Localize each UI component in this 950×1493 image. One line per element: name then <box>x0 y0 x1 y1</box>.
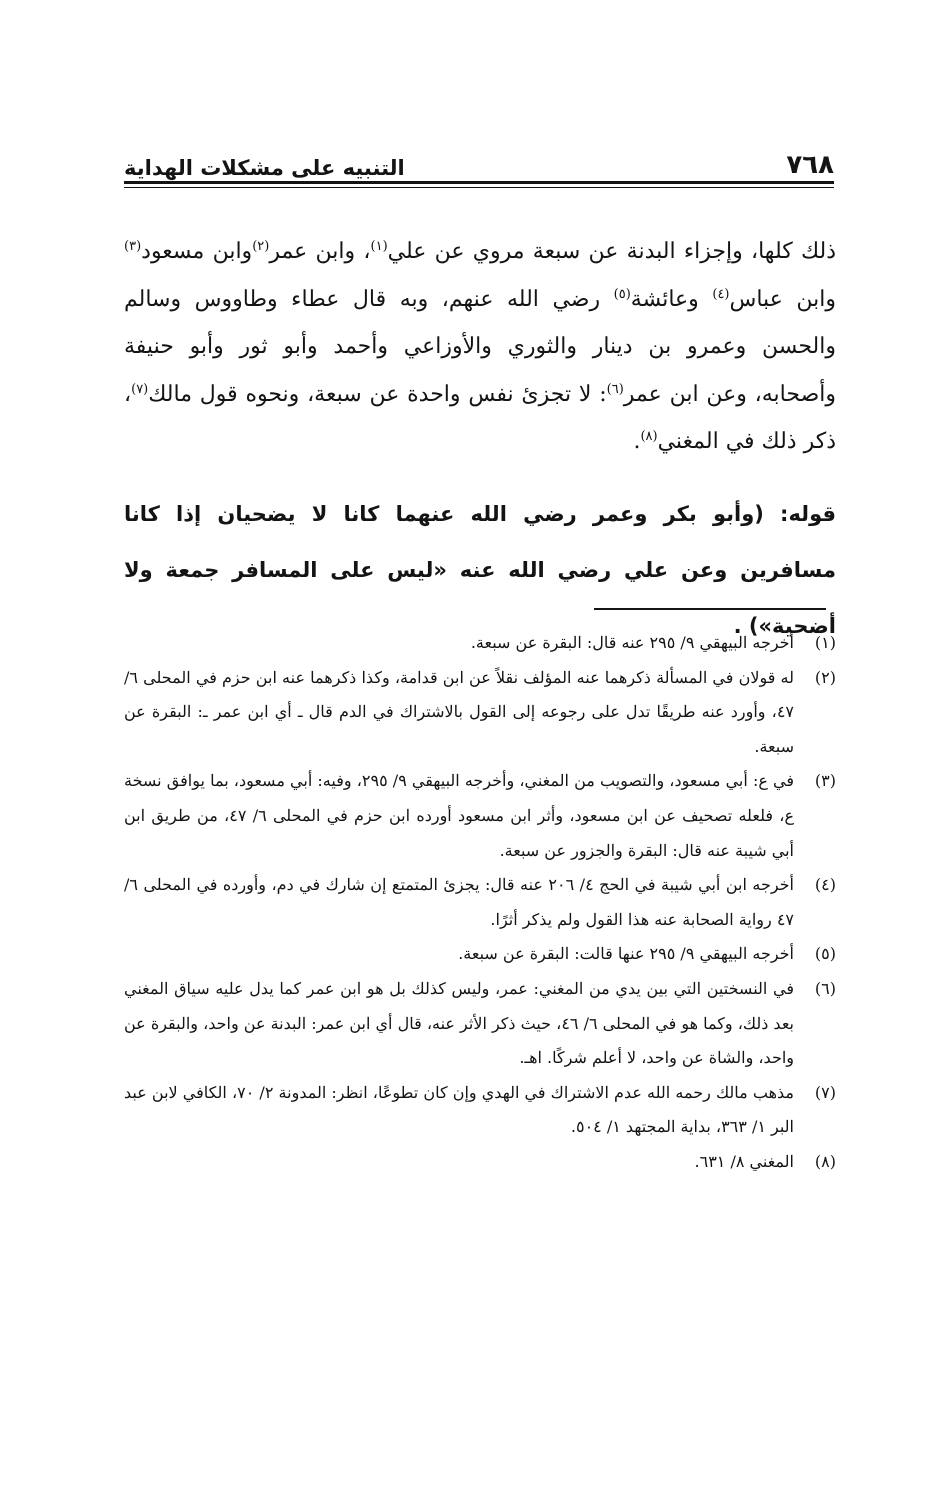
footnote-ref: (٣) <box>124 239 142 254</box>
text-segment: وابن مسعود <box>141 239 253 264</box>
footnote-item <box>124 1145 836 1180</box>
footnote-item <box>124 626 836 661</box>
footnote-text: في النسختين التي بين يدي من المغني: عمر، وليس كذلك بل هو ابن عمر كما يدل عليه سياق المغني بعد ذلك، وكما هو في المحلى ٦/ ٤٦، حيث ذكر الأثر عنه، قال أي ابن عمر: البدنة عن واحد، والبقرة عن واحد، والشاة عن واحد، لا أعلم شركًا. اهـ. <box>124 978 795 1068</box>
footnote-number: (٦) <box>814 978 836 998</box>
page-header <box>124 140 834 180</box>
footnote-ref: (٧) <box>131 381 149 397</box>
footnote-ref: (١) <box>370 239 388 254</box>
footnote-ref: (٦) <box>606 381 624 397</box>
page-number: ٧٦٨ <box>786 150 834 180</box>
text-segment: . <box>633 429 641 454</box>
main-text <box>124 228 836 466</box>
footnote-ref: (٤) <box>712 286 730 302</box>
text-segment: ، ذكر ذلك في المغني <box>124 381 836 454</box>
footnote-ref: (٢) <box>252 239 270 254</box>
text-segment: ، وابن عمر <box>269 239 371 264</box>
footnote-text: له قولان في المسألة ذكرهما عنه المؤلف نقلاً عن ابن قدامة، وكذا ذكرهما عنه ابن حزم في المحلى ٦/ ٤٧، وأورد عنه طريقًا تدل على رجوعه إلى القول بالاشتراك في الدم قال ـ أي ابن عمر ـ: البقرة عن سبعة. <box>124 667 794 756</box>
text-segment: وابن عباس <box>729 286 836 312</box>
text-segment: رضي الله عنهم، وبه قال عطاء وطاووس وسالم والحسن وعمرو بن دينار والثوري والأوزاعي وأحمد وأبو ثور وأبو حنيفة وأصحابه، وعن ابن عمر <box>124 286 836 407</box>
footnote-number: (٢) <box>814 667 836 687</box>
footnote-text: في ع: أبي مسعود، والتصويب من المغني، وأخرجه البيهقي ٩/ ٢٩٥، وفيه: أبي مسعود، بما يوافق نسخة ع، فلعله تصحيف عن ابن مسعود، وأثر ابن مسعود أورده ابن حزم في المحلى ٦/ ٤٧، من طريق ابن أبي شيبة عنه قال: البقرة والجزور عن سبعة. <box>124 771 795 860</box>
footnote-text: مذهب مالك رحمه الله عدم الاشتراك في الهدي وإن كان تطوعًا، انظر: المدونة ٢/ ٧٠، الكافي لابن عبد البر ١/ ٣٦٣، بداية المجتهد ١/ ٥٠٤. <box>124 1082 794 1137</box>
footnote-item <box>124 661 836 765</box>
header-rule-thin <box>124 187 834 188</box>
footnote-text: المغني ٨/ ٦٣١. <box>694 1151 794 1171</box>
main-paragraph <box>124 228 836 466</box>
text-segment: ذلك كلها، وإجزاء البدنة عن سبعة مروي عن علي <box>387 239 836 264</box>
footnote-number: (٧) <box>814 1082 836 1102</box>
footnote-item <box>124 937 836 972</box>
footnote-number: (٥) <box>814 944 836 964</box>
running-title: التنبيه على مشكلات الهداية <box>124 156 405 180</box>
quote-text: قوله: (وأبو بكر وعمر رضي الله عنهما كانا لا يضحيان إذا كانا مسافرين وعن علي رضي الله عنه «ليس على المسافر جمعة ولا أضحية») . <box>124 502 836 638</box>
footnote-item <box>124 1076 836 1145</box>
footnote-number: (٨) <box>814 1151 836 1171</box>
text-segment: : لا تجزئ نفس واحدة عن سبعة، ونحوه قول مالك <box>148 381 607 407</box>
footnote-text: أخرجه البيهقي ٩/ ٢٩٥ عنها قالت: البقرة عن سبعة. <box>458 944 794 964</box>
footnote-number: (٤) <box>814 875 836 895</box>
footnote-text: أخرجه البيهقي ٩/ ٢٩٥ عنه قال: البقرة عن سبعة. <box>470 633 794 652</box>
footnote-number: (١) <box>814 633 836 652</box>
footnote-ref: (٨) <box>640 429 658 444</box>
footnote-ref: (٥) <box>613 286 631 302</box>
footnote-text: أخرجه ابن أبي شيبة في الحج ٤/ ٢٠٦ عنه قال: يجزئ المتمتع إن شارك في دم، وأورده في المحلى ٦/ ٤٧ رواية الصحابة عنه هذا القول ولم يذكر أثرًا. <box>124 875 794 929</box>
text-segment: وعائشة <box>630 286 713 312</box>
footnote-item <box>124 972 836 1076</box>
footnote-item <box>124 764 836 868</box>
footnotes <box>124 626 836 1180</box>
footnote-item <box>124 868 836 937</box>
footnote-separator <box>594 608 826 610</box>
header-rule-thick <box>124 181 834 184</box>
footnote-number: (٣) <box>814 771 836 791</box>
